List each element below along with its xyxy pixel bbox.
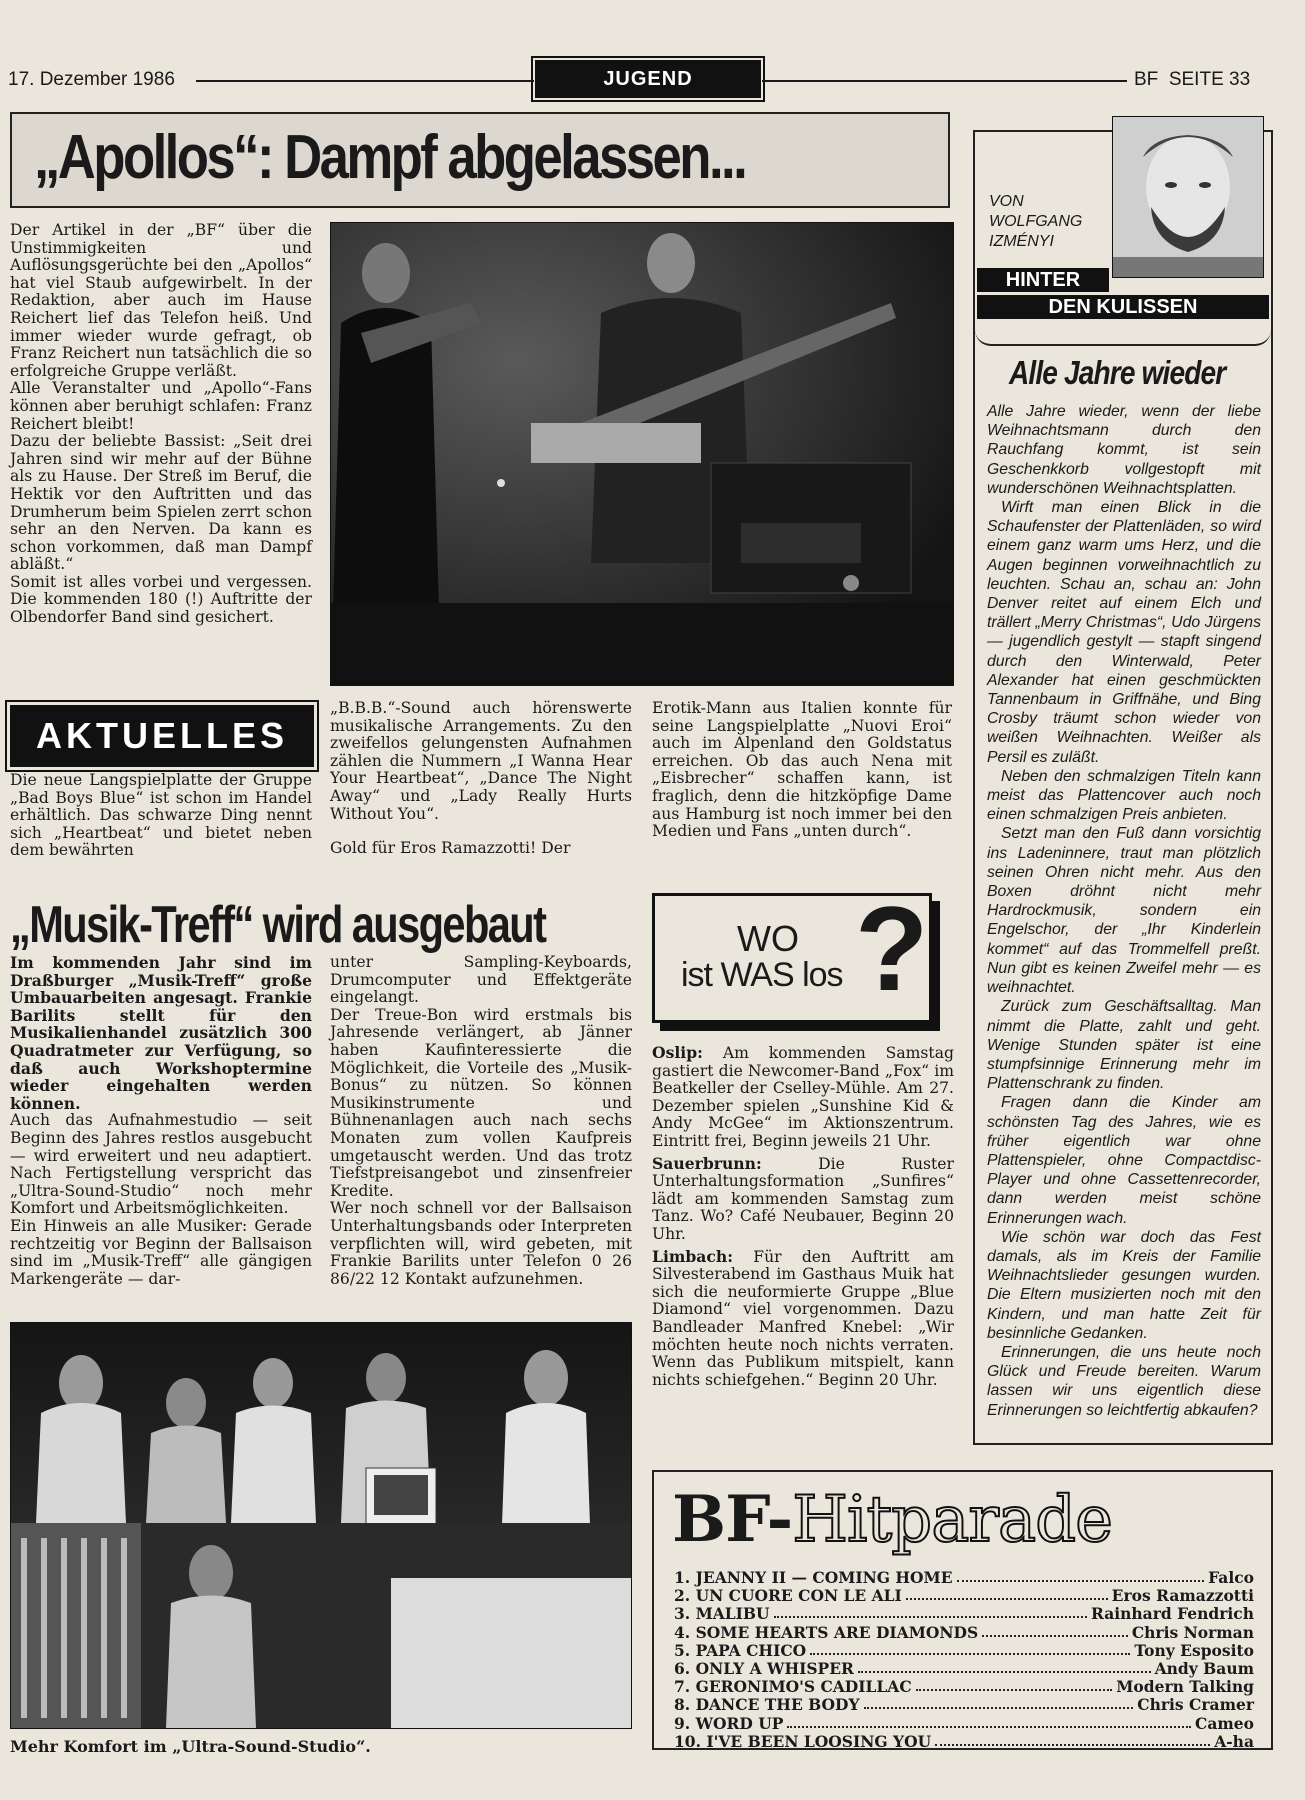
hitparade-song: ONLY A WHISPER (695, 1659, 854, 1678)
apollos-headline-box (10, 112, 950, 208)
hitparade-song: I'VE BEEN LOOSING YOU (706, 1731, 932, 1751)
leader-dots (858, 1660, 1151, 1673)
studio-photo-caption: Mehr Komfort im „Ultra-Sound-Studio“. (10, 1737, 371, 1756)
listing-place: Oslip: (652, 1043, 703, 1062)
musik-treff-paragraph: Wer noch schnell vor der Ballsaison Unterhaltungsbands oder Interpreten verpflichten will, wird gebeten, mit Frankie Barilits unter Telefon 0 26 86/22 12 Kontakt aufzunehmen. (330, 1199, 632, 1288)
listing-item (652, 1044, 954, 1151)
listing-text: Für den Auftritt am Silvesterabend im Gasthaus Muik hat sich die neuformierte Gruppe „Blue Diamond“ viel vorgenommen. Dazu Bandleader Manfred Knebel: „Wir möchten heute noch nichts verraten. Wenn das Publikum mitspielt, kann nichts schiefgehen.“ Beginn 20 Uhr. (652, 1247, 954, 1389)
wo-line1: WO (737, 918, 799, 959)
musik-treff-headline: „Musik-Treff“ wird ausgebaut (10, 896, 546, 954)
kolumne-paragraph: Setzt man den Fuß dann vorsichtig ins Ladeninnere, traut man plötzlich seinen Ohren nicht mehr. Aus den Boxen dröhnt nicht mehr Hardrockmusik, sondern ein Engelschor, der „Ihr Kinderlein kommet“ auf das Trommelfell preßt. Nun gibt es keinen Zweifel mehr — es weihnachtet. (987, 825, 1261, 997)
hitparade-rank: 10. (674, 1731, 701, 1751)
kolumne-paragraph: Wirft man einen Blick in die Schaufenster der Plattenläden, so wird einem ganz warm ums Herz, und die Augen beginnen vorweihnachtlich zu leuchten. Schau an, schau an: John Denver reitet auf einem Elch und trällert „Merry Christmas“, Udo Jürgens — jugendlich gestylt — stapft singend durch den Winterwald, Peter Alexander hat einen geschmückten Tannenbaum in Griffnähe, und Bing Crosby träumt schon wieder von weißen Weihnachten. Weißer als Persil es zuläßt. (987, 499, 1261, 766)
aktuelles-text: Die neue Langspielplatte der Gruppe „Bad Boys Blue“ ist schon im Handel erhältlich. Das schwarze Ding nennt sich „Heartbeat“ und bietet neben dem bewährten (10, 771, 312, 860)
aktuelles-label: AKTUELLES (10, 705, 314, 767)
hitparade-artist: Chris Cramer (1137, 1695, 1254, 1715)
kolumne-label-kulissen: DEN KULISSEN (977, 295, 1269, 319)
kolumne-label-hinter: HINTER (977, 268, 1109, 292)
hitparade-song: DANCE THE BODY (695, 1695, 860, 1715)
kolumne-paragraph: Wie schön war doch das Fest damals, als im Kreis der Familie Weihnachtslieder gesungen wurden. Die Eltern musizierten noch mit den Kindern, und man hatte Zeit für besinnliche Gedanken. (987, 1228, 1261, 1342)
leader-dots (810, 1642, 1130, 1655)
hitparade-artist: Falco (1208, 1568, 1254, 1587)
leader-dots (916, 1678, 1113, 1691)
page-date: 17. Dezember 1986 (8, 69, 175, 90)
section-label: JUGEND (535, 60, 761, 98)
listing-item (652, 1155, 954, 1244)
apollos-article (10, 222, 312, 627)
hitparade-title-word: Hitparade (792, 1483, 1112, 1557)
hitparade-entry (674, 1696, 1254, 1714)
musik-treff-col2 (330, 954, 632, 1288)
hitparade-artist: Chris Norman (1131, 1622, 1254, 1642)
hitparade-entry (674, 1715, 1254, 1733)
hitparade-entry (674, 1587, 1254, 1605)
apollos-paragraph: Dazu der beliebte Bassist: „Seit drei Jahren sind wir mehr auf der Bühne als zu Hause. Der Streß im Beruf, die Hektik vor den Auftritten und das Drumherum beim Spielen zerrt schon sehr an den Nerven. Da kann es schon vorkommen, daß man Dampf abläßt.“ (10, 432, 312, 574)
aktuelles-text: Erotik-Mann aus Italien konnte für seine Langspielplatte „Nuovi Eroi“ auch im Alpenland den Goldstatus erreichen. Ob das auch Nena mit „Eisbrecher“ schaffen kann, ist fraglich, denn die hitzköpfige Dame aus Hamburg ist noch immer bei den Medien und Fans „unten durch“. (652, 699, 952, 841)
kolumne-paragraph: Erinnerungen, die uns heute noch Glück und Freude bereiten. Warum lassen wir uns eigentlich diese Erinnerungen so leichtfertig abkaufen? (987, 1343, 1261, 1419)
question-mark-icon: ? (855, 882, 929, 1016)
apollos-paragraph: Alle Veranstalter und „Apollo“-Fans können aber beruhigt schlafen: Franz Reichert bleibt! (10, 379, 312, 433)
leader-dots (982, 1624, 1128, 1637)
kolumne-box (973, 130, 1273, 1445)
kolumne-paragraph: Zurück zum Geschäftsalltag. Man nimmt die Platte, zahlt und geht. Wenige Stunden später ist eine stumpfsinnige Erinnerung mehr im Plattenschrank zu finden. (987, 998, 1261, 1093)
hitparade-entry (674, 1642, 1254, 1660)
aktuelles-col1 (10, 772, 312, 860)
aktuelles-col2 (330, 700, 632, 858)
hitparade-artist: Modern Talking (1116, 1677, 1254, 1697)
apollos-band-photo (330, 222, 954, 686)
hitparade-song: UN CUORE CON LE ALI (695, 1586, 902, 1606)
hitparade-entry (674, 1569, 1254, 1587)
hitparade-song: JEANNY II — COMING HOME (695, 1568, 953, 1587)
hitparade-artist: Andy Baum (1154, 1659, 1254, 1678)
hitparade-artist: A-ha (1214, 1731, 1254, 1751)
hitparade-song: WORD UP (695, 1713, 784, 1733)
author-portrait (1112, 116, 1264, 278)
hitparade-artist: Tony Esposito (1134, 1640, 1254, 1660)
aktuelles-col3 (652, 700, 952, 841)
hitparade-entry (674, 1733, 1254, 1751)
musik-treff-paragraph: Ein Hinweis an alle Musiker: Gerade rechtzeitig vor Beginn der Ballsaison sind im „Musik-Treff“ alle gängigen Markengeräte — dar- (10, 1216, 312, 1288)
hitparade-rank: 8. (674, 1695, 691, 1715)
hitparade-song: PAPA CHICO (695, 1640, 807, 1660)
listing-text: Die Ruster Unterhaltungsformation „Sunfires“ lädt am kommenden Samstag zum Tanz. Wo? Café Neubauer, Beginn 20 Uhr. (652, 1154, 954, 1243)
kolumne-paragraph: Neben den schmalzigen Titeln kann meist das Plattencover auch noch einen schmalzigen Preis anbieten. (987, 767, 1261, 824)
hitparade-entry (674, 1660, 1254, 1678)
hitparade-rank: 3. (674, 1604, 691, 1624)
kolumne-text (987, 402, 1261, 1420)
listing-place: Sauerbrunn: (652, 1153, 762, 1173)
wo-line2: ist WAS los (681, 956, 843, 994)
apollos-headline: „Apollos“: Dampf abgelassen... (34, 123, 746, 192)
leader-dots (957, 1569, 1205, 1582)
hitparade-song: MALIBU (695, 1604, 770, 1624)
byline-line: VON (989, 193, 1024, 210)
kolumne-divider (975, 330, 1271, 346)
leader-dots (787, 1715, 1191, 1728)
kolumne-headline: Alle Jahre wieder (1009, 354, 1226, 391)
apollos-paragraph: Somit ist alles vorbei und vergessen. Die kommenden 180 (!) Auftritte der Olbendorfer Band sind gesichert. (10, 572, 312, 627)
byline-line: IZMÉNYI (989, 233, 1054, 250)
header-rule-left (196, 80, 534, 82)
leader-dots (774, 1605, 1087, 1618)
aktuelles-text: „B.B.B.“-Sound auch hörenswerte musikalische Arrangements. Zu den zweifellos gelungensten Aufnahmen zählen die Nummern „I Wanna Hear Your Heartbeat“, „Dance The Night Away“ und „Lady Really Hurts Without You“. (330, 699, 632, 823)
kolumne-byline (989, 192, 1082, 252)
hitparade-rank: 1. (674, 1568, 691, 1587)
leader-dots (935, 1733, 1210, 1746)
hitparade-artist: Rainhard Fendrich (1090, 1604, 1254, 1624)
kolumne-paragraph: Fragen dann die Kinder am schönsten Tag des Jahres, wie es früher eigentlich war ohne Plattenspieler, ohne Compactdisc-Player und ohne Cassettenrecorder, dann werden meist schöne Erinnerungen wach. (987, 1094, 1261, 1227)
hitparade-song: SOME HEARTS ARE DIAMONDS (695, 1622, 979, 1642)
musik-treff-paragraph: Der Treue-Bon wird erstmals bis Jahresende verlängert, ab Jänner haben Kaufinteressierte die Möglichkeit, die Vorteile des „Musik-Bonus“ zu nützen. So können Musikinstrumente und Bühnenanlagen auch nach sechs Monaten zum vollen Kaufpreis umgetauscht werden. Und das trotz Tiefstpreisangebot und zinsenfreier Kredite. (330, 1005, 632, 1200)
hitparade-title (672, 1482, 1112, 1557)
hitparade-song: GERONIMO'S CADILLAC (695, 1677, 912, 1697)
leader-dots (864, 1696, 1134, 1709)
studio-photo (10, 1322, 632, 1729)
hitparade-rank: 4. (674, 1622, 691, 1642)
hitparade-entry (674, 1678, 1254, 1696)
header-rule-right (762, 80, 1127, 82)
kolumne-paragraph: Alle Jahre wieder, wenn der liebe Weihnachtsmann durch den Rauchfang kommt, ist sein Geschenkkorb vollgestopft mit wunderschönen Weihnachtsplatten. (987, 403, 1261, 497)
page-number: BF SEITE 33 (1134, 69, 1251, 90)
byline-line: WOLFGANG (989, 213, 1083, 230)
apollos-paragraph: Der Artikel in der „BF“ über die Unstimmigkeiten und Auflösungsgerüchte bei den „Apollos“ hat viel Staub aufgewirbelt. In der Redaktion, aber auch im Hause Reichert lief das Telefon heiß. Und immer wieder wurde gefragt, ob Franz Reichert nun tatsächlich die so erfolgreiche Gruppe verläßt. (10, 221, 312, 380)
hitparade-artist: Eros Ramazzotti (1111, 1586, 1254, 1606)
hitparade-rank: 7. (674, 1677, 691, 1697)
hitparade-rank: 9. (674, 1713, 691, 1733)
hitparade-entry (674, 1624, 1254, 1642)
hitparade-rank: 6. (674, 1659, 691, 1678)
listing-item (652, 1248, 954, 1390)
photo-illustration (331, 223, 953, 685)
wo-ist-was-los-box (652, 882, 932, 1023)
musik-treff-paragraph: unter Sampling-Keyboards, Drumcomputer und Effektgeräte eingelangt. (330, 953, 632, 1007)
hitparade-rank: 2. (674, 1586, 691, 1606)
hitparade-entry (674, 1605, 1254, 1623)
photo-illustration (1113, 117, 1263, 277)
listing-text: Am kommenden Samstag gastiert die Newcomer-Band „Fox“ im Beatkeller der Cselley-Mühle. Am 27. Dezember spielen „Sunshine Kid & Andy McGee“ im Aktionszentrum. Eintritt frei, Beginn jeweils 21 Uhr. (652, 1044, 954, 1150)
aktuelles-text: Gold für Eros Ramazzotti! Der (330, 839, 571, 858)
wo-ist-was-los-listings (652, 1044, 954, 1389)
musik-treff-paragraph: Auch das Aufnahmestudio — seit Beginn des Jahres restlos ausgebucht — wird erweitert und neu adaptiert. Nach Fertigstellung verspricht das „Ultra-Sound-Studio“ noch mehr Komfort und Arbeitsmöglichkeiten. (10, 1111, 312, 1218)
listing-place: Limbach: (652, 1246, 733, 1266)
musik-treff-lead: Im kommenden Jahr sind im Draßburger „Musik-Treff“ große Umbauarbeiten angesagt. Frankie Barilits stellt für den Musikalienhandel zusätzlich 300 Quadratmeter zur Verfügung, so daß auch Workshoptermine wieder eingehalten werden können. (10, 953, 312, 1113)
hitparade-rank: 5. (674, 1640, 691, 1660)
photo-illustration (11, 1323, 631, 1728)
hitparade-box (652, 1470, 1273, 1750)
hitparade-artist: Cameo (1195, 1713, 1254, 1733)
hitparade-title-bf: BF- (672, 1482, 793, 1557)
leader-dots (906, 1587, 1108, 1600)
musik-treff-col1 (10, 954, 312, 1288)
